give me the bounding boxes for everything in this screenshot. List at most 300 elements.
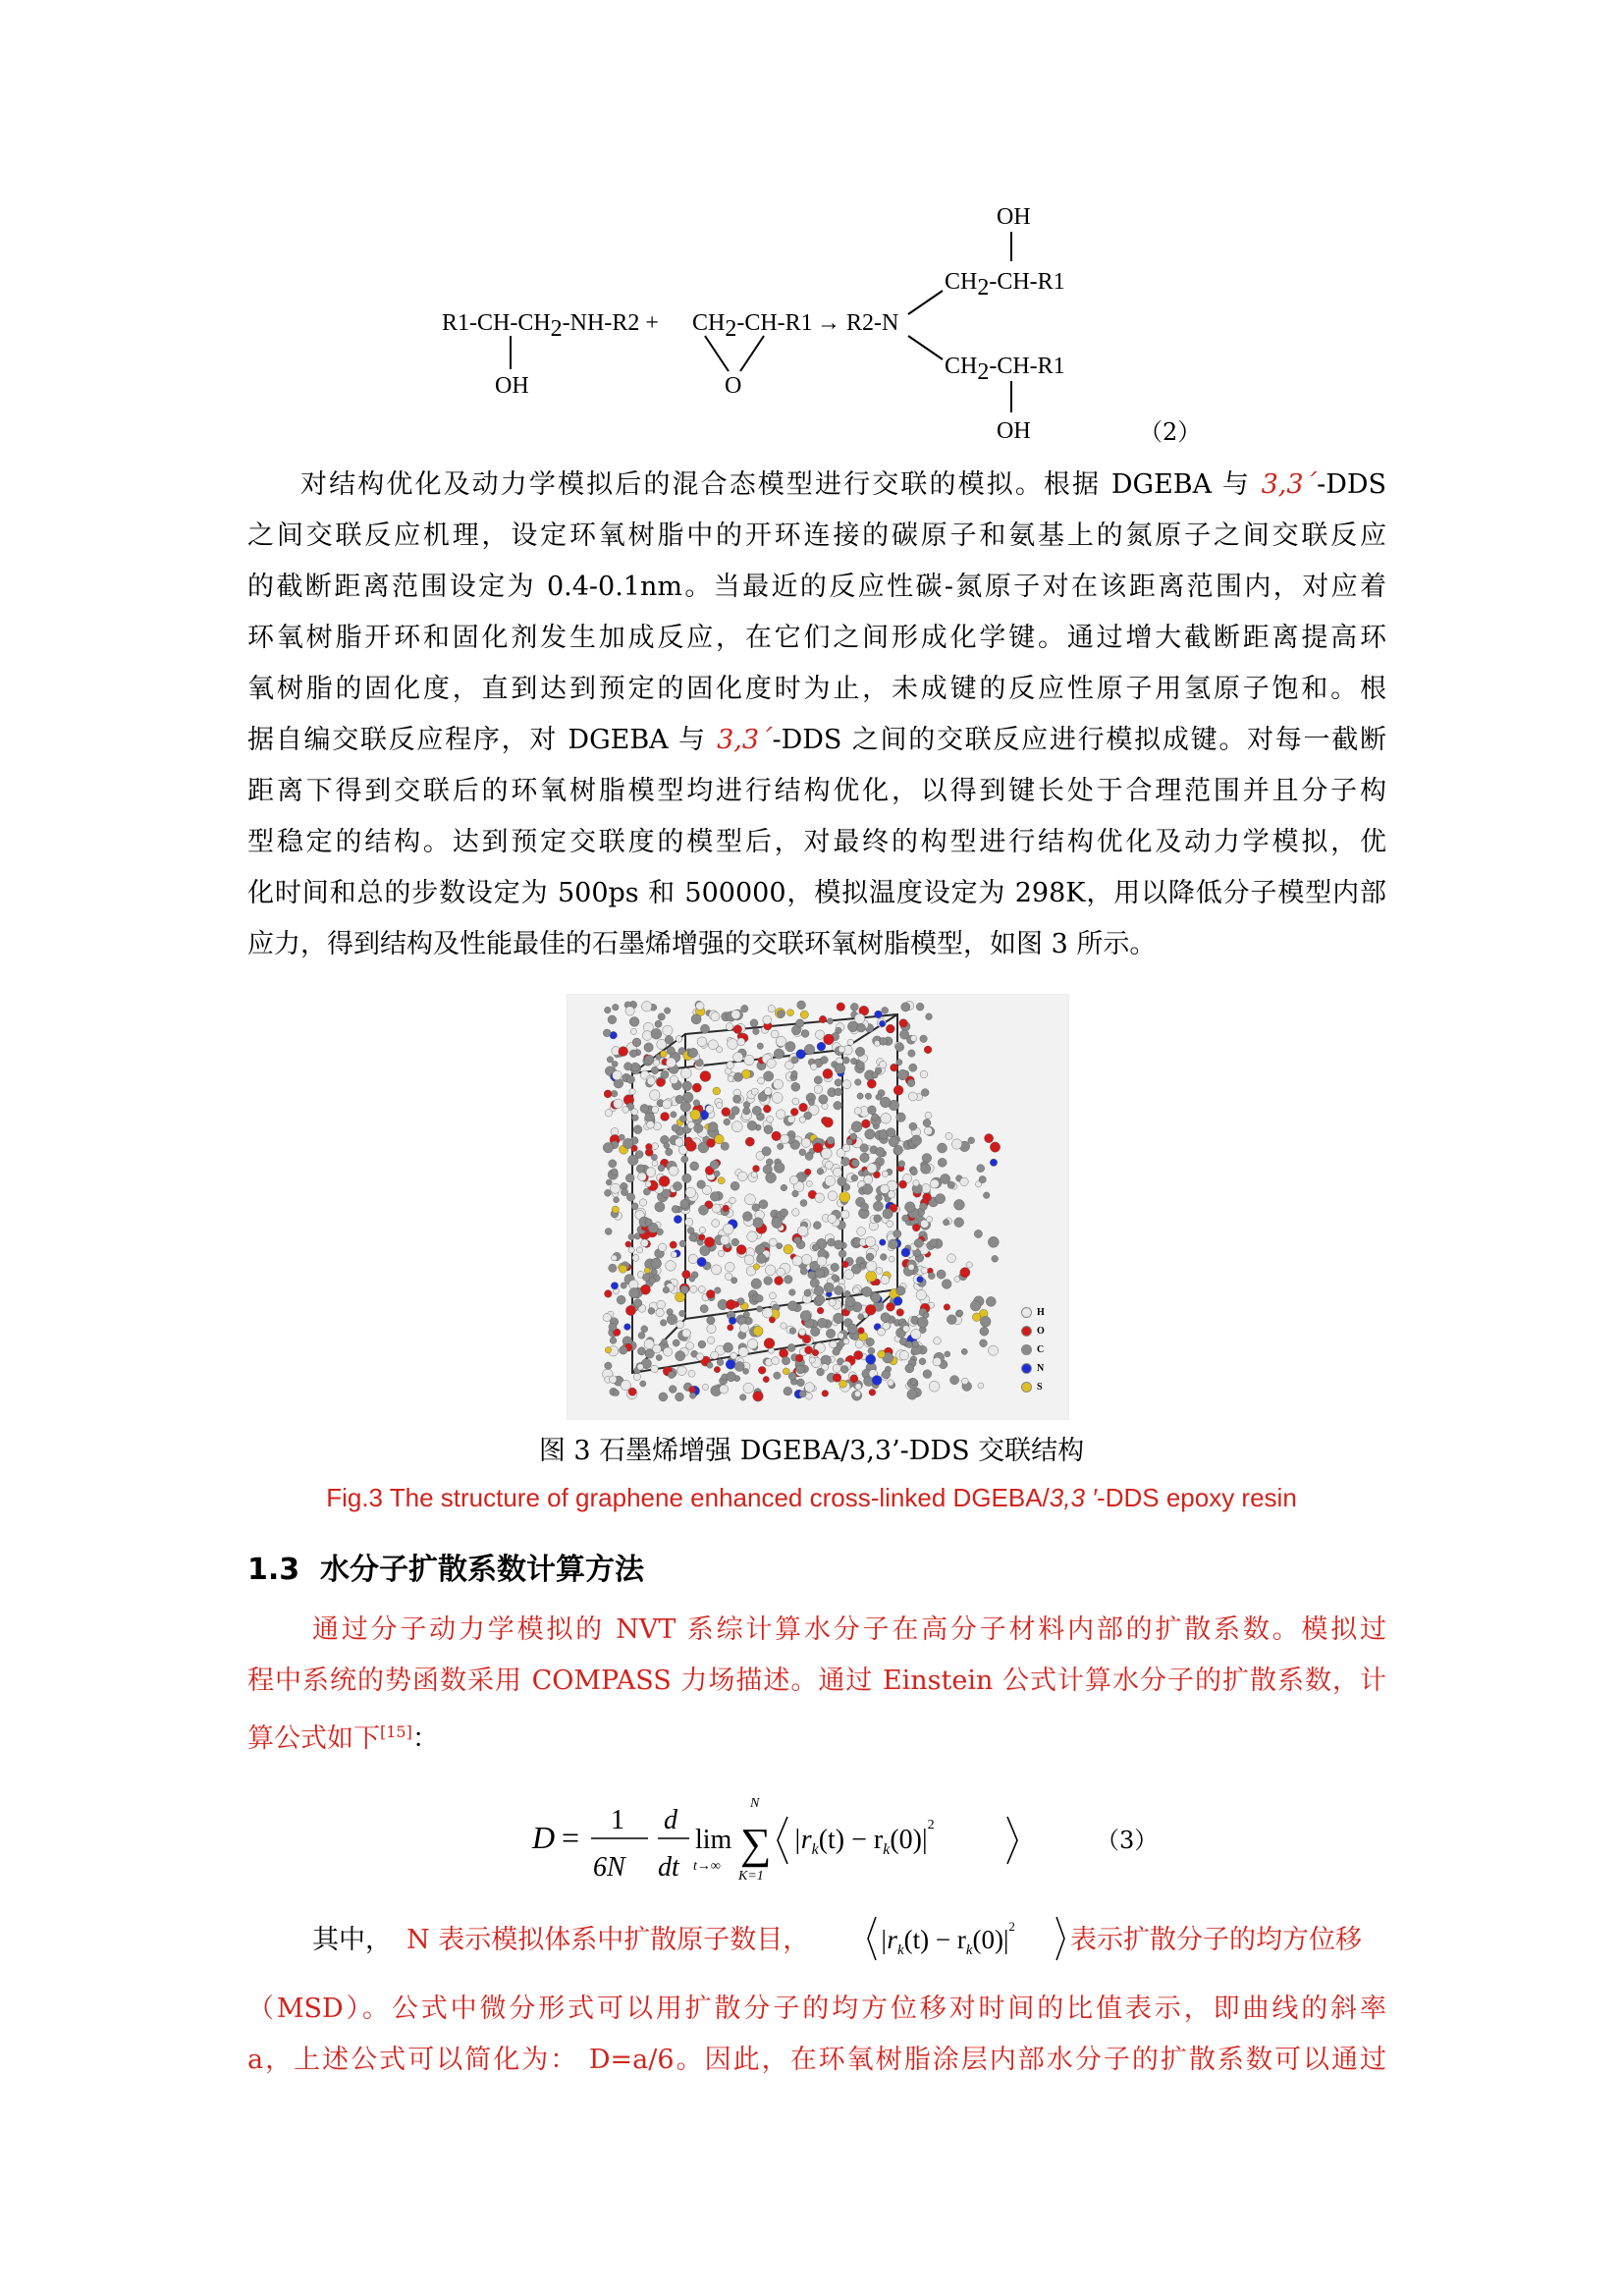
atom — [887, 1128, 895, 1137]
atom — [688, 1370, 695, 1377]
atom — [733, 1052, 743, 1062]
atom — [673, 1181, 681, 1190]
paragraph-crosslinking — [247, 460, 1386, 970]
atom — [765, 1265, 776, 1276]
atom — [682, 1081, 692, 1091]
atom — [812, 1349, 819, 1356]
atom — [805, 1383, 815, 1393]
atom — [626, 1075, 634, 1083]
atom — [795, 1354, 803, 1362]
atom — [698, 1340, 706, 1348]
atom — [689, 1387, 696, 1394]
atom — [700, 1305, 708, 1313]
atom — [913, 1180, 919, 1186]
atom — [651, 1028, 662, 1039]
atom — [834, 1101, 842, 1110]
atom — [632, 1038, 641, 1047]
atom — [619, 1134, 624, 1140]
atom — [924, 1127, 932, 1135]
bond-upper — [908, 291, 943, 314]
p1-line-2: 之间交联反应机理，设定环氧树脂中的开环连接的碳原子和氨基上的氮原子之间交联反应 — [247, 520, 1386, 551]
atom — [676, 1095, 683, 1103]
atom — [857, 1093, 863, 1099]
atom — [819, 1095, 828, 1104]
atom — [664, 1143, 670, 1149]
atom — [613, 1070, 622, 1080]
msd-expression — [864, 1905, 1070, 1974]
atom — [763, 1308, 773, 1318]
atom — [855, 1047, 864, 1056]
atom — [817, 1169, 824, 1175]
atom — [814, 1286, 824, 1296]
atom — [986, 1296, 996, 1306]
atom — [726, 1299, 735, 1309]
atom — [930, 1179, 939, 1188]
atom — [866, 1271, 877, 1282]
svg-text:|rk(t) − rk(0)|2: $|r_k(t) - r_k(0)|^2$ — [880, 1919, 1015, 1958]
atom — [837, 1003, 845, 1011]
atom — [883, 1323, 891, 1331]
atom — [980, 1339, 988, 1347]
atom — [606, 1179, 612, 1185]
atom — [926, 1217, 932, 1223]
atom — [921, 1267, 928, 1274]
legend-dot — [1021, 1363, 1032, 1374]
atom — [758, 1366, 766, 1374]
atom — [759, 1200, 768, 1209]
eq-lim-sub: t→∞ — [693, 1859, 721, 1874]
atom — [625, 1007, 634, 1015]
atom — [789, 1328, 796, 1335]
atom — [605, 1110, 613, 1118]
atom — [668, 1371, 675, 1378]
atom — [916, 1290, 926, 1300]
eq-frac1-num: 1 — [611, 1805, 624, 1835]
atom — [889, 1137, 898, 1147]
eq-frac2-num: d — [664, 1805, 677, 1835]
atom — [676, 1351, 685, 1361]
atom — [666, 1261, 676, 1272]
atom — [866, 1354, 876, 1364]
atom — [743, 1108, 750, 1115]
atom — [850, 1133, 857, 1140]
atom — [880, 1038, 888, 1046]
atom — [656, 1078, 665, 1087]
atom — [776, 1110, 785, 1120]
atom — [669, 1386, 676, 1394]
atom — [919, 1358, 926, 1365]
atom — [862, 1184, 873, 1195]
atom — [636, 1165, 645, 1174]
atom — [787, 1344, 795, 1352]
atom — [772, 1092, 783, 1103]
atom — [912, 1340, 919, 1347]
legend-item-s — [1021, 1378, 1060, 1396]
atom — [875, 1011, 883, 1018]
atom — [682, 1270, 691, 1279]
atom — [794, 1236, 801, 1243]
atom — [809, 1357, 815, 1363]
atom — [680, 1068, 691, 1079]
p2-line1: 通过分子动力学模拟的 NVT 系综计算水分子在高分子材料内部的扩散系数。模拟过 — [312, 1614, 1386, 1645]
atom — [672, 1206, 679, 1214]
atom — [842, 1144, 850, 1152]
atom — [640, 1104, 649, 1113]
atom — [744, 1255, 754, 1265]
atom — [851, 1121, 862, 1132]
atom — [851, 1175, 858, 1181]
p3-line1-a: 其中， — [312, 1925, 392, 1955]
atom — [729, 1317, 736, 1325]
atom — [612, 1255, 618, 1261]
atom — [910, 1035, 916, 1041]
atom — [772, 1131, 782, 1141]
atom — [642, 1002, 652, 1011]
atom — [912, 1224, 920, 1231]
atom — [753, 1264, 759, 1270]
atom — [657, 1300, 666, 1309]
atom — [731, 1238, 739, 1246]
atom — [827, 1018, 833, 1024]
atom — [839, 1250, 846, 1258]
atom — [660, 1320, 667, 1327]
atom — [614, 1099, 623, 1109]
left-oh: OH — [495, 373, 529, 399]
atom — [835, 1079, 841, 1086]
atom — [864, 1175, 873, 1184]
atom — [605, 1229, 612, 1235]
atom — [898, 1161, 905, 1168]
atom — [739, 1394, 746, 1401]
atom — [824, 1283, 834, 1292]
atom — [714, 1366, 720, 1372]
atom — [818, 1318, 828, 1328]
atom — [790, 1108, 798, 1116]
atom — [679, 1310, 685, 1316]
atom — [716, 1103, 722, 1109]
atom — [796, 1050, 806, 1060]
eq-frac1-den: 6N — [593, 1852, 625, 1883]
atom — [799, 1117, 805, 1122]
atom — [803, 1336, 811, 1343]
atom — [828, 1214, 837, 1223]
atom — [766, 1173, 777, 1183]
legend-label: S — [1037, 1382, 1043, 1393]
atom — [833, 1364, 840, 1372]
atom — [872, 1114, 879, 1121]
atom — [731, 1121, 742, 1132]
atom — [756, 1294, 764, 1302]
atom — [644, 1055, 654, 1065]
atom — [734, 1362, 744, 1372]
atom — [676, 1321, 684, 1329]
atom — [694, 1123, 703, 1132]
atom — [843, 1339, 849, 1344]
atom — [826, 1329, 835, 1338]
atom — [966, 1262, 972, 1268]
atom — [689, 1276, 695, 1282]
atom — [968, 1137, 975, 1144]
atom — [624, 1324, 631, 1331]
atom — [607, 1057, 613, 1063]
atom — [707, 1316, 715, 1324]
legend-item-h — [1021, 1303, 1060, 1322]
atom — [916, 1003, 924, 1011]
atom — [723, 1205, 730, 1212]
atom — [865, 1236, 875, 1246]
atom — [808, 1099, 814, 1105]
atom — [658, 1013, 665, 1020]
atom — [652, 1143, 659, 1150]
atom — [937, 1270, 946, 1279]
legend-label: H — [1037, 1307, 1045, 1318]
atom — [610, 1376, 618, 1384]
atom — [985, 1134, 994, 1143]
atom — [639, 1199, 646, 1206]
p3-line1-c: 表示扩散分子的均方位移 — [1070, 1925, 1362, 1955]
atom — [764, 1339, 775, 1349]
atom — [815, 1269, 825, 1279]
atom — [866, 1253, 874, 1261]
atom — [664, 1347, 673, 1356]
atom — [717, 1047, 723, 1053]
atom — [921, 1184, 931, 1194]
atom — [690, 1110, 701, 1121]
p1-line-5: 氧树脂的固化度，直到达到预定的固化度时为止，未成键的反应性原子用氢原子饱和。根 — [247, 674, 1386, 704]
atom — [787, 1010, 794, 1016]
atom — [710, 1161, 719, 1170]
p1-line-8: 型稳定的结构。达到预定交联度的模型后，对最终的构型进行结构优化及动力学模拟，优 — [247, 827, 1386, 857]
atom — [852, 1334, 859, 1340]
atom — [697, 1037, 707, 1047]
atom — [874, 1040, 880, 1046]
atom — [847, 1324, 857, 1334]
atom — [938, 1158, 947, 1167]
atom — [858, 1314, 864, 1320]
atom — [674, 1216, 681, 1224]
atom — [782, 1357, 789, 1365]
atom — [645, 1181, 651, 1187]
eq-D: D — [532, 1820, 556, 1855]
atom — [862, 1120, 871, 1128]
eq-equals: = — [562, 1820, 580, 1855]
atom — [683, 1092, 694, 1103]
atom — [753, 1218, 764, 1229]
atom — [632, 1115, 639, 1121]
atom — [799, 1329, 806, 1336]
atom — [675, 1138, 683, 1147]
atom — [881, 1313, 891, 1323]
atom — [808, 1271, 816, 1279]
atom — [676, 1393, 684, 1401]
atom — [736, 1245, 746, 1255]
atom — [630, 1028, 636, 1034]
atom — [706, 1289, 715, 1298]
atom — [728, 1039, 738, 1050]
atom — [636, 1247, 642, 1253]
atom — [700, 1071, 711, 1082]
atom — [747, 1231, 758, 1242]
atom — [728, 1325, 733, 1331]
atom — [679, 1240, 686, 1247]
epoxide-o: O — [725, 373, 742, 399]
atom — [921, 1089, 929, 1097]
atom — [865, 1304, 876, 1315]
atom — [791, 1070, 797, 1076]
atom — [792, 1209, 800, 1217]
atom — [621, 1380, 630, 1390]
atom — [817, 1042, 826, 1051]
atom — [644, 1339, 654, 1349]
atom — [990, 1142, 1000, 1152]
atom — [817, 1307, 824, 1314]
atom — [880, 1184, 889, 1193]
atom — [780, 1209, 787, 1217]
atom — [724, 1119, 730, 1125]
atom — [823, 1068, 833, 1078]
atom — [651, 1066, 659, 1074]
atom — [633, 1299, 642, 1308]
atom — [791, 1057, 798, 1064]
atom — [841, 1157, 850, 1166]
atom — [692, 1083, 701, 1092]
atom — [752, 1106, 761, 1115]
atom — [659, 1393, 668, 1401]
atom — [621, 1283, 626, 1288]
atom — [868, 1106, 877, 1115]
atom — [774, 1163, 784, 1174]
atom — [928, 1273, 935, 1280]
atom — [828, 1238, 836, 1246]
atom — [902, 1215, 909, 1222]
atom — [740, 1324, 749, 1333]
atom — [770, 1292, 777, 1299]
legend-label: N — [1037, 1363, 1045, 1374]
equation-number-3: （3） — [1096, 1827, 1159, 1854]
atom — [792, 1098, 799, 1105]
atom — [850, 1003, 858, 1011]
atom — [865, 1129, 875, 1139]
atom — [645, 1349, 654, 1358]
atom — [707, 1138, 716, 1147]
atom — [832, 1275, 838, 1281]
atom — [642, 1274, 650, 1282]
atom — [697, 1257, 706, 1266]
left-reactant: R1-CH-CH2-NH-R2 + — [442, 310, 659, 342]
atom — [980, 1316, 991, 1327]
atom — [865, 1093, 871, 1099]
atom — [893, 1230, 901, 1237]
atom — [720, 1385, 729, 1394]
atom — [797, 1379, 805, 1387]
atom — [876, 1194, 883, 1201]
atom — [693, 1100, 700, 1107]
atom — [860, 1144, 869, 1153]
atom — [750, 1019, 758, 1027]
atom — [910, 1379, 917, 1386]
atom — [777, 1243, 783, 1249]
atom — [631, 1203, 638, 1210]
atom — [814, 1085, 823, 1094]
atom — [800, 1268, 807, 1275]
atom — [652, 1106, 659, 1113]
atom — [889, 1239, 898, 1249]
atom — [747, 1339, 757, 1348]
atom — [721, 1142, 729, 1150]
atom — [979, 1175, 986, 1182]
atom — [757, 1043, 763, 1049]
atom — [688, 1048, 697, 1057]
p1-line-4: 环氧树脂开环和固化剂发生加成反应，在它们之间形成化学键。通过增大截断距离提高环 — [247, 623, 1386, 653]
atom — [633, 1373, 640, 1380]
atom — [842, 1057, 849, 1064]
atom — [758, 1077, 765, 1084]
atom — [799, 1103, 808, 1112]
atom — [626, 1193, 634, 1201]
atom — [613, 1390, 619, 1395]
legend-item-c — [1021, 1340, 1060, 1359]
atom — [662, 1339, 668, 1344]
atom — [789, 1289, 796, 1296]
atom — [899, 1350, 909, 1360]
atom — [609, 1264, 617, 1272]
atom — [658, 1165, 665, 1172]
atom — [713, 1087, 721, 1095]
atom — [777, 1268, 785, 1277]
atom — [680, 1102, 691, 1113]
atom — [757, 1254, 767, 1264]
atom — [921, 1164, 931, 1174]
atom — [908, 1092, 917, 1101]
atom — [686, 1342, 694, 1350]
eq-sum-bottom: K=1 — [738, 1869, 764, 1884]
atom — [872, 1376, 882, 1386]
atom — [923, 1120, 931, 1127]
atom — [651, 1365, 659, 1373]
atom — [681, 1156, 688, 1163]
atom — [785, 1042, 795, 1052]
atom — [781, 1323, 786, 1329]
atom — [764, 1277, 773, 1285]
atom — [822, 1391, 829, 1397]
atom — [805, 1346, 813, 1354]
atom — [620, 1346, 627, 1354]
atom — [766, 1159, 773, 1166]
atom — [833, 1168, 841, 1176]
atom — [824, 1034, 835, 1045]
atom — [858, 1328, 865, 1335]
atom — [667, 1314, 677, 1325]
atom — [714, 1171, 720, 1176]
atom — [778, 1011, 785, 1018]
atom — [711, 1351, 719, 1359]
atom — [733, 1025, 742, 1034]
atom — [886, 1024, 894, 1033]
atom — [733, 1072, 742, 1081]
atom — [637, 1364, 644, 1371]
atom — [772, 1218, 783, 1229]
atom — [812, 1244, 819, 1251]
atom — [914, 1238, 923, 1247]
atom — [866, 1261, 877, 1272]
atom — [831, 1263, 839, 1271]
atom — [666, 1148, 673, 1155]
atom — [753, 1028, 760, 1035]
legend-label: C — [1037, 1344, 1045, 1355]
atom — [608, 1015, 617, 1024]
atom — [644, 1043, 653, 1052]
atom — [942, 1280, 951, 1289]
